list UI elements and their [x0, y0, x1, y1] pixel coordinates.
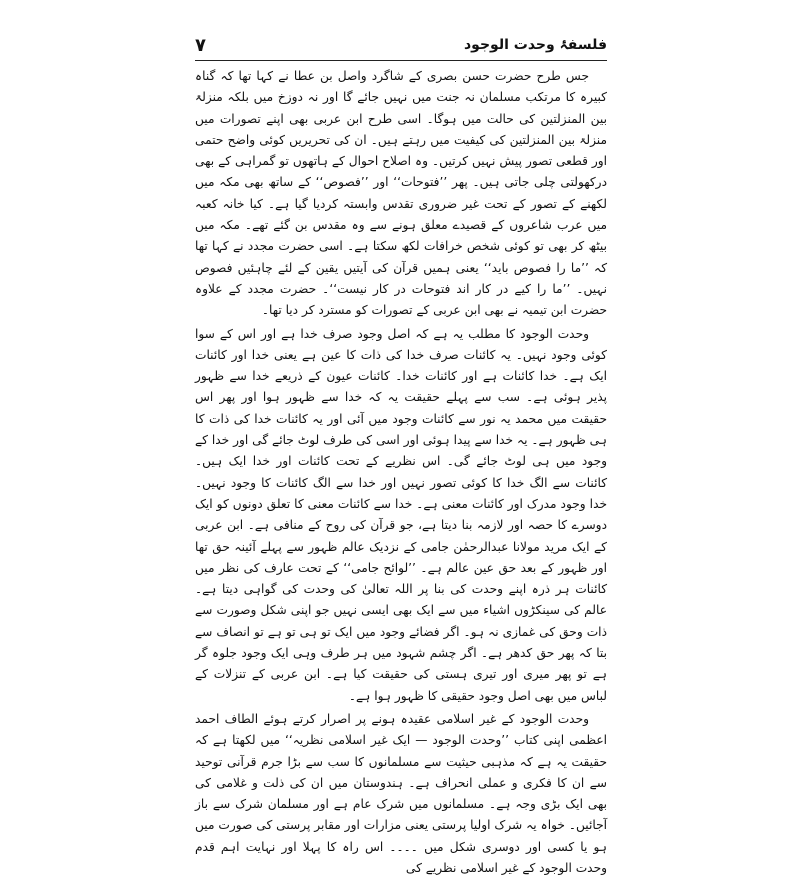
running-header-title: فلسفۂ وحدت الوجود — [464, 37, 607, 53]
paragraph-1: جس طرح حضرت حسن بصری کے شاگرد واصل بن عطا نے کہا تھا کہ گناہ کبیرہ کا مرتکب مسلمان نہ جنت میں نہیں جائے گا اور نہ دوزخ میں بلکہ منزلۃ بین المنزلتین کی حالت میں ہوگا۔ اسی طرح ابن عربی بھی اپنے تصورات میں منزلۃ بین المنزلتین کی کیفیت میں رہتے ہیں۔ ان کی تحریریں کوئی واضح حتمی اور قطعی تصور پیش نہیں کرتیں۔ وہ اصلاح احوال کے ہاتھوں تو گمراہی کے بھی درکھولتی چلی جاتی ہیں۔ پھر ’’فتوحات‘‘ اور ’’فصوص‘‘ کے ساتھ بھی مکہ میں لکھنے کے تصور کے تحت غیر ضروری تقدس وابستہ کردیا گیا ہے۔ کیا خانہ کعبہ میں عرب شاعروں کے قصیدے معلق ہونے سے وہ مقدس بن گئے تھے۔ مکہ میں بیٹھ کر بھی تو کوئی شخص خرافات لکھ سکتا ہے۔ اسی حضرت مجدد نے کہا تھا کہ ’’ما را فصوص باید‘‘ یعنی ہمیں قرآن کی آیتیں یقین کے لئے چاہئیں فصوص نہیں۔ ’’ما را کیے در کار اند فتوحات در کار نیست‘‘۔ حضرت مجدد کے علاوہ حضرت ابن تیمیہ نے بھی ابن عربی کے تصورات کو مسترد کر دیا تھا۔ — [195, 69, 607, 318]
paragraph-2: وحدت الوجود کا مطلب یہ ہے کہ اصل وجود صرف خدا ہے اور اس کے سوا کوئی وجود نہیں۔ یہ کائنات صرف خدا کی ذات کا عین ہے یعنی خدا اور کائنات ایک ہے۔ خدا کائنات ہے اور کائنات خدا۔ کائنات عیون کے ذریعے خدا سے ظہور پذیر ہوئی ہے۔ سب سے پہلے حقیقت یہ کہ خدا سے ظہور ہوا اور پھر اس حقیقت میں محمد یہ نور سے کائنات وجود میں آئی اور یہ کائنات خدا کی ذات کا ہی ظہور ہے۔ یہ خدا سے پیدا ہوئی اور اسی کی طرف لوٹ جائے گی اور خدا کے وجود میں ہی لوٹ جائے گی۔ اس نظریے کے تحت کائنات اور خدا ایک ہیں۔ کائنات سے الگ خدا کا کوئی تصور نہیں اور خدا سے الگ کائنات کا وجود نہیں۔ خدا وجود مدرک اور کائنات معنی ہے۔ خدا سے کائنات معنی کا تعلق دونوں کو ایک دوسرے کا حصہ اور لازمہ بنا دیتا ہے، جو قرآن کی روح کے منافی ہے۔ ابن عربی کے ایک مرید مولانا عبدالرحمٰن جامی کے نزدیک عالم ظہور سے پہلے آئینہ حق تھا اور ظہور کے بعد حق عین عالم ہے۔ ’’لوائح جامی‘‘ کے تحت عارف کی نظر میں کائنات ہر ذرہ اپنے وحدت کی بنا پر اللہ تعالیٰ کی وحدت کی گواہی دیتا ہے۔ عالم کی سینکڑوں اشیاء میں سے ایک بھی ایسی نہیں جو اپنی شکل وصورت سے ذات وحق کی غمازی نہ ہو۔ اگر فضائے وجود میں ایک تو ہی تو ہے تو انصاف سے بتا کہ پھر حق کدھر ہے۔ اگر چشم شہود میں ہر طرف وہی ایک وجود جلوہ گر ہے تو پھر میری اور تیری ہستی کی حقیقت کیا ہے۔ ابن عربی کے تنزلات کے لباس میں بھی اصل وجود حقیقی کا ظہور ہوا ہے۔ — [195, 326, 607, 703]
body-text — [195, 66, 607, 879]
page-number: ۷ — [195, 34, 206, 56]
paragraph-3: وحدت الوجود کے غیر اسلامی عقیدہ ہونے پر اصرار کرتے ہوئے الطاف احمد اعظمی اپنی کتاب ’’وحدت الوجود — ایک غیر اسلامی نظریہ‘‘ میں لکھتا ہے کہ حقیقت یہ ہے کہ مذہبی حیثیت سے مسلمانوں کا سب سے بڑا جرم قرآنی توحید سے ان کا فکری و عملی انحراف ہے۔ ہندوستان میں ان کی ذلت و غلامی کی بھی ایک بڑی وجہ ہے۔ مسلمانوں میں شرک عام ہے اور مسلمان شرک سے باز آجائیں۔ خواہ یہ شرک اولیا پرستی یعنی مزارات اور مقابر پرستی کی صورت میں ہو یا کسی اور دوسری شکل میں ۔۔۔۔ اس راہ کا پہلا اور نہایت اہم قدم وحدت الوجود کے غیر اسلامی نظریے کی — [195, 711, 607, 875]
running-header — [195, 34, 607, 56]
header-divider — [195, 60, 607, 61]
